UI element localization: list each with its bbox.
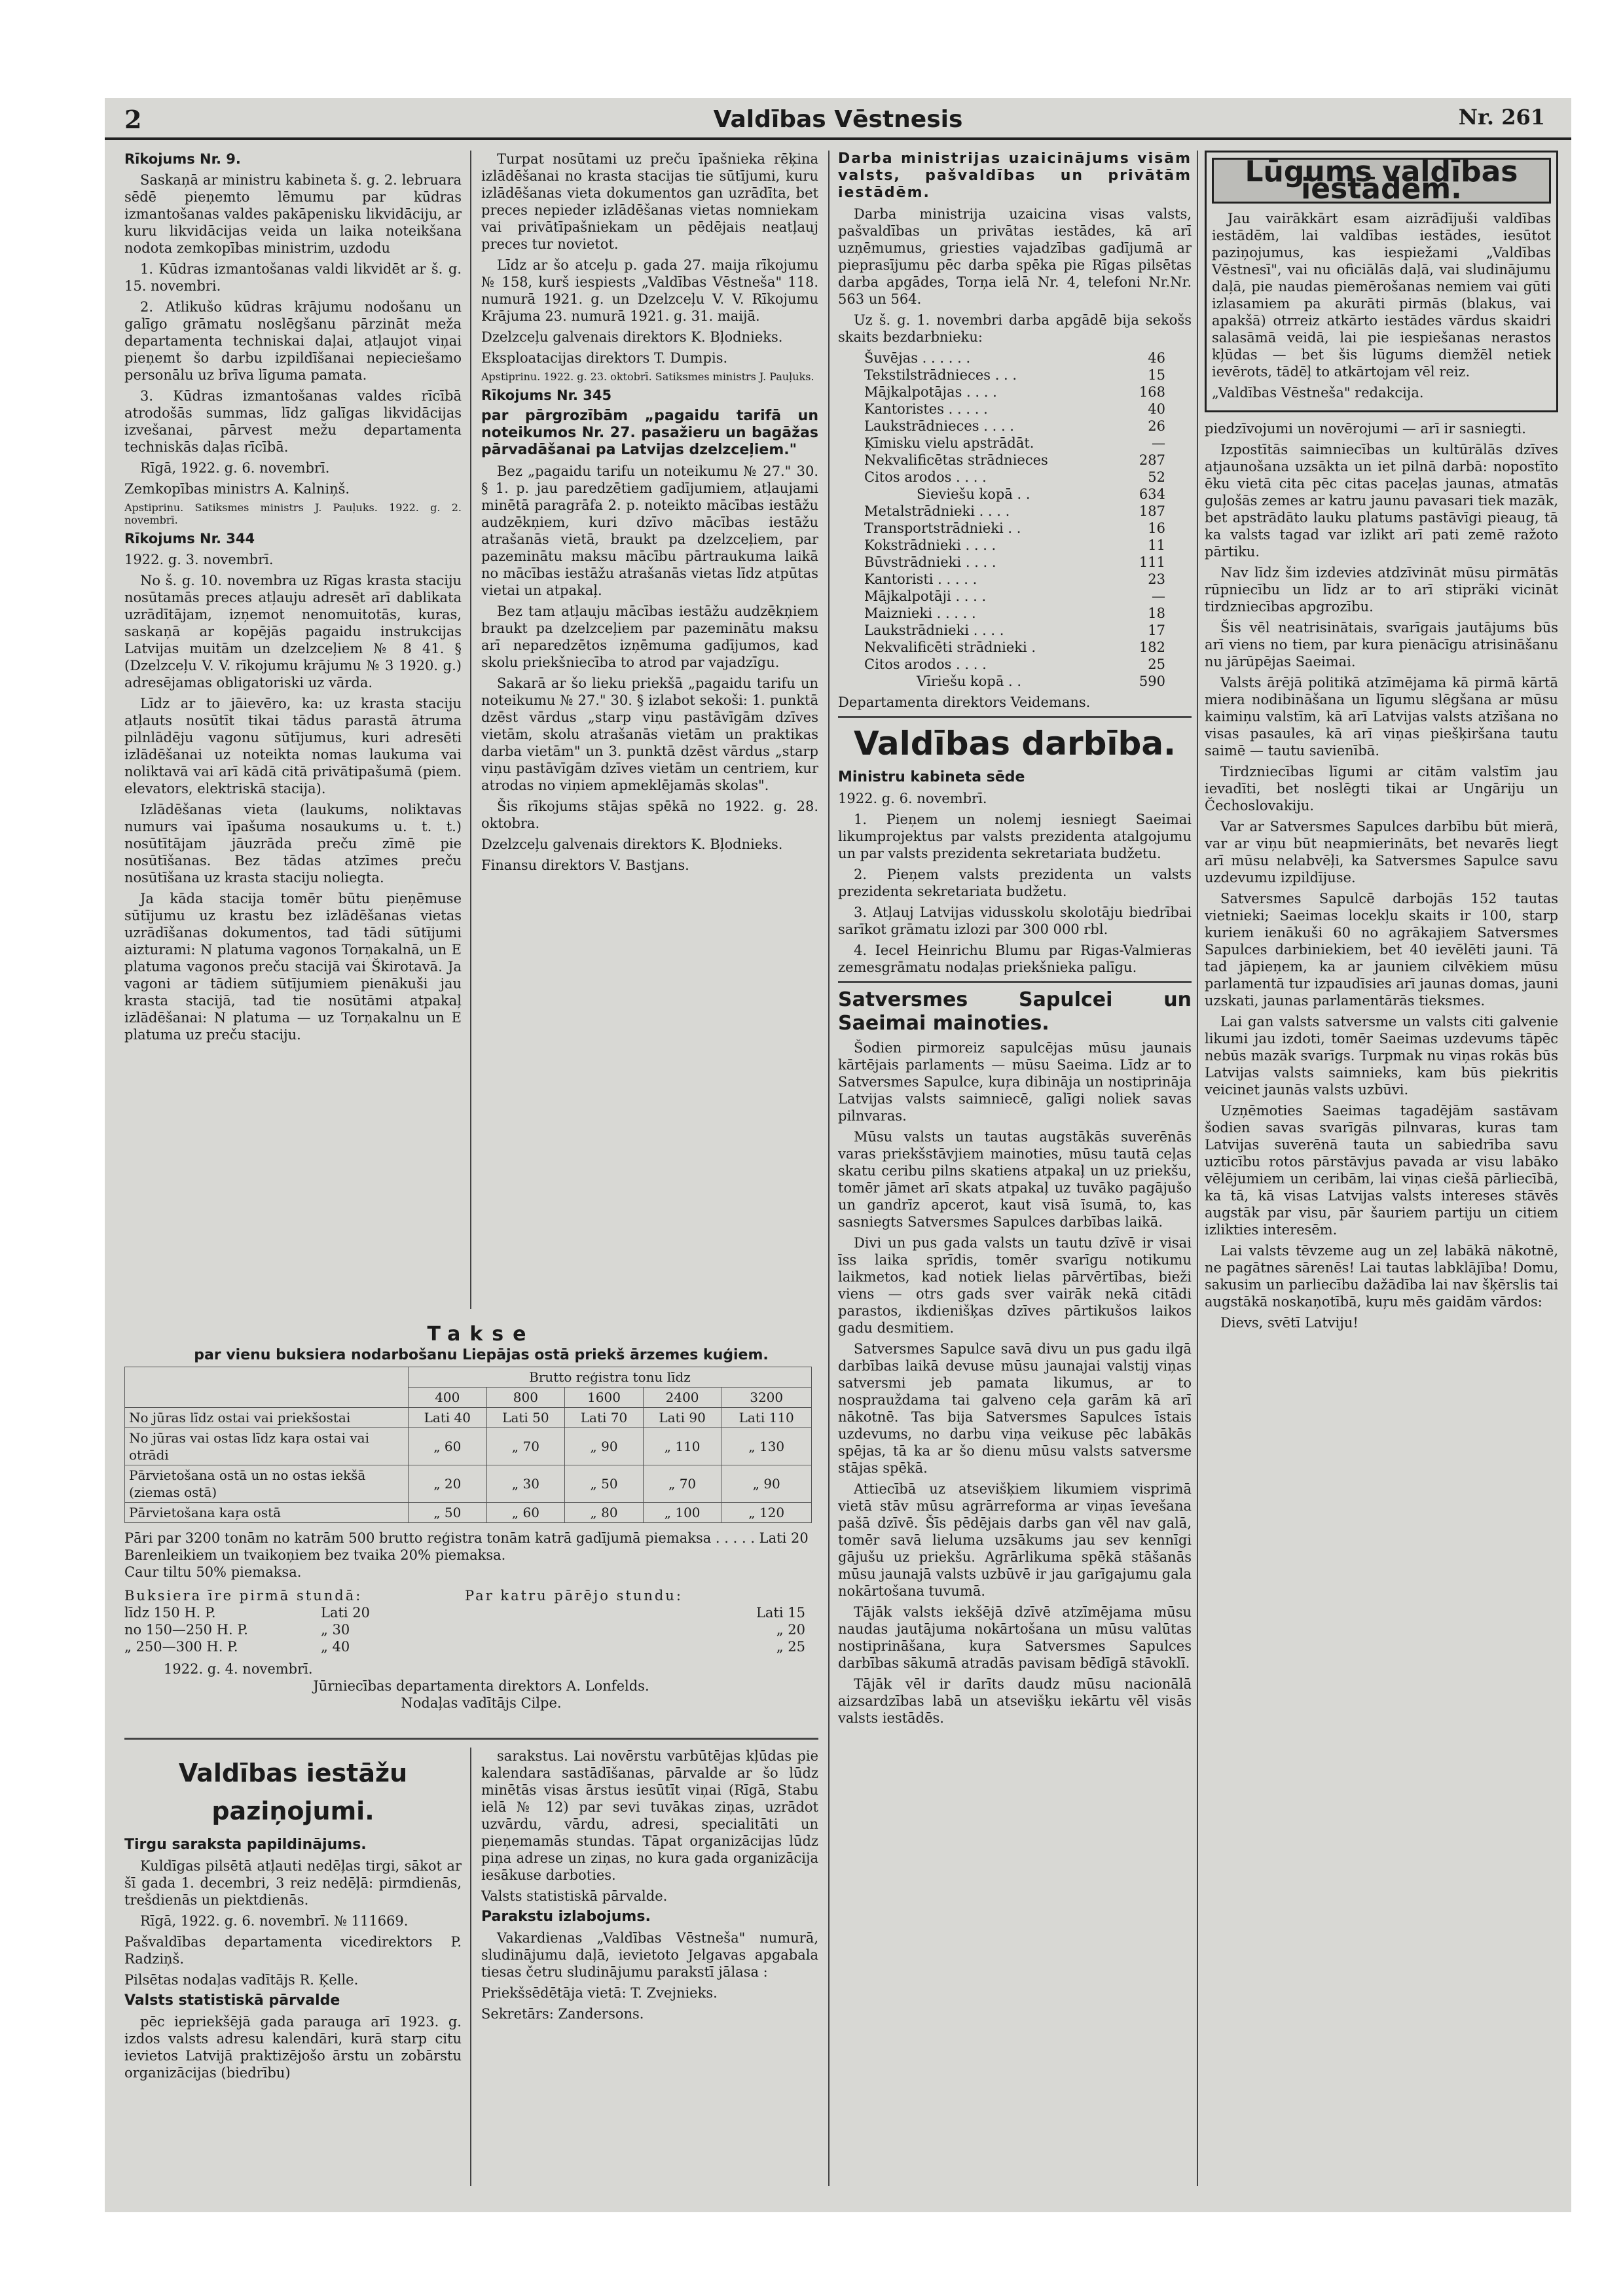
article-title: Satversmes Sapulcei un Saeimai mainoties. <box>838 988 1192 1035</box>
tariff-cell: „ 30 <box>486 1465 565 1503</box>
order-344-para-6: Līdz ar šo atceļu p. gada 27. maija rīkojumu № 158, kurš iespiests „Valdības Vēstneša" 118. numurā 1921. g. un Dzelzceļu V. V. Rīkojumu Krājuma 23. numurā 1921. g. 31. maijā. <box>481 257 818 324</box>
article-para: Divi un pus gada valsts un tautu dzīvē ir visai īss laika sprīdis, tomēr svarīgu notikumu laikmetos, kad notiek lielas pārvērtības, bieži viens — otrs gads sver vairāk nekā citādi parastos, ikdienišķas dzīves pārtikušos laikos gadu desmitiem. <box>838 1235 1192 1336</box>
list-total: Vīriešu kopā . . 590 <box>917 673 1165 689</box>
article-para: Satversmes Sapulcē darbojās 152 tautas vietnieki; Saeimas locekļu skaits ir 100, starp kuriem ienākuši 60 no agrākajiem Satversmes Sapulces darbiniekiem, bet 40 ievēlēti jauni. Tā tad jāpieņem, ka ar jauniem cilvēkiem mūsu parlamentā tur izpaudīsies arī jaunas domas, jauni uzskati, jaunas parlamentārās tieksmes. <box>1205 891 1558 1009</box>
market-list-date: Rīgā, 1922. g. 6. novembrī. № 111669. <box>140 1913 409 1929</box>
article-para: Attiecībā uz atsevišķiem likumiem visprimā vietā stāv mūsu agrārreforma ar viņas īevešana pašā dzīvē. Šīs pēdējais darbs gan vēl nav galā, tomēr savā lieluma uzsākums jau sev kennīgi gājušu uz priekšu. Agrārlikuma spēkā stāšanās mūsu jaunajā valsts uzbūvē ir jau garīgajumu gala nokārtošana tuvumā. <box>838 1481 1192 1599</box>
labour-notice-para-2: Uz š. g. 1. novembri darba apgādē bija sekošs skaits bezdarbnieku: <box>838 312 1192 345</box>
labour-notice-signature: Departamenta direktors Veidemans. <box>838 694 1091 710</box>
order-344-para-5: Turpat nosūtami uz preču īpašnieka rēķina izlādēšanai no krasta stacijas tie sūtījumi, kuru izlādēšanas vieta dokumentos gan uzrādīta, bet preces nepieder izlādēšanas vietas nomniekam vai privātīpašniekam un pēdējais neatļauj preces tur novietot. <box>481 151 818 252</box>
tariff-note-2: Barenleikiem un tvaikoņiem bez tvaika 20% piemaksa. <box>124 1547 506 1563</box>
article-para: piedzīvojumi un novērojumi — arī ir sasniegti. <box>1205 421 1526 437</box>
issue-number: Nr. 261 <box>1458 105 1545 130</box>
list-item: Tekstilstrādnieces . . . 15 <box>864 367 1165 383</box>
tariff-cell: „ 60 <box>486 1503 565 1523</box>
tariff-block <box>124 1322 838 1728</box>
hire-next: „ 25 <box>776 1639 805 1655</box>
cabinet-item: 1. Pieņem un nolemj iesniegt Saeimai likumprojektus par valsts prezidenta atalgojumu un par valsts prezidenta sekretariata budžetu. <box>838 812 1192 861</box>
tariff-title: Takse <box>427 1323 536 1346</box>
article-para: Šodien pirmoreiz sapulcējas mūsu jaunais kārtējais parlaments — mūsu Saeima. Līdz ar to Satversmes Sapulce, kuŗa dibināja un nostiprināja Latvijas valsts saimniecē, galīgi noliek savas pilnvaras. <box>838 1040 1192 1124</box>
masthead <box>105 98 1571 140</box>
tariff-cell: Lati 110 <box>721 1408 812 1428</box>
market-list-para: Kuldīgas pilsētā atļauti nedēļas tirgi, sākot ar šī gada 1. decembri, 3 reiz nedēļā: pirmdienās, trešdienās un piektdienās. <box>124 1858 462 1908</box>
tariff-col-header: 400 <box>409 1388 487 1408</box>
hire-next-header: Par katru pārējo stundu: <box>465 1588 683 1604</box>
order-345-para-1: Bez „pagaidu tarifu un noteikumu № 27." 30. § 1. p. jau paredzētiem gadījumiem, atļaujami minētā paragrāfa 2. p. noteikto mācības iestāžu audzēkņiem, kuri dzīvo mācības iestāžu atrašanās vietā, braukt pa dzelzceļiem, par pazeminātu maksu mācību pārtraukuma laikā no mācības iestāžu atrašanās vietas līdz atpūtas vietai un atpakaļ. <box>481 463 818 598</box>
article-para: Nav līdz šim izdevies atdzīvināt mūsu pirmātās rūpniecību un līdz ar to arī stipräki vicināt tirdzniecības apgrozību. <box>1205 565 1558 615</box>
tariff-cell: „ 90 <box>721 1465 812 1503</box>
tariff-col-header: 2400 <box>643 1388 721 1408</box>
article-para: Uzņēmoties Saeimas tagadējām sastāvam šodien savas svarīgās pilnvaras, kuras tam Latvijas suverēnā tauta un sabiedrība savu uzticību rotos pārstāvjus pavada ar visu labāko vēlējumiem un ceribām, lai viņas ciešā pārliecībā, ka tā, kā visas Latvijas valsts intereses stāvēs augstāk par visu, pār šauriem partiju un citiem izlikties interesēm. <box>1205 1103 1558 1238</box>
column-divider <box>470 151 471 1309</box>
tariff-cell: „ 70 <box>486 1428 565 1465</box>
hire-headers <box>124 1587 838 1604</box>
tariff-cell: „ 60 <box>409 1428 487 1465</box>
tariff-row-label: No jūras vai ostas līdz kaŗa ostai vai otrādi <box>125 1428 409 1465</box>
tariff-cell: „ 70 <box>643 1465 721 1503</box>
article-para: Lai valsts tēvzeme aug un zeļ labākā nākotnē, ne pagātnes sārenēs! Lai tautas labklājība! Domu, sakusim un parliecību dažādība lai nav šķērslis tai augstākā noskaņotībā, kuŗu mēs gaidām vārdos: <box>1205 1243 1558 1310</box>
article-para: Satversmes Sapulce savā divu un pus gadu ilgā darbības laikā devuse mūsu jaunajai valstij viņas satversmi jeb pamata likumus, ar to nosprauždama tai galveno ceļa garām kā arī nākotnē. Tas bija Satversmes Sapulces īstais uzdevums, no darbu viņa veikuse pēc labākās spējas, tā ka ar šo dienu mūsu valsts satversme stājas spēkā. <box>838 1341 1192 1476</box>
order-9-intro: Saskaņā ar ministru kabineta š. g. 2. lebruara sēdē pieņemto lēmumu par kūdras izmantošanas valdes pakāpenisku likvidāciju, ar kuru likvidācijas veida un laika noteikšana nodota zemkopības ministrim, uzdodu <box>124 172 462 256</box>
column-3 <box>838 151 1192 2186</box>
order-344-signature-2: Eksploatacijas direktors T. Dumpis. <box>481 350 728 366</box>
list-item: Kokstrādnieki . . . . 11 <box>864 537 1165 553</box>
tariff-date: 1922. g. 4. novembrī. <box>164 1661 313 1677</box>
list-item: Laukstrādnieki . . . . 17 <box>864 622 1165 638</box>
table-row <box>125 1465 812 1503</box>
tariff-cell: „ 120 <box>721 1503 812 1523</box>
market-list-signature-1: Pašvaldības departamenta vicedirektors P. Radziņš. <box>124 1934 462 1967</box>
notices-title: Valdības iestāžu paziņojumi. <box>178 1759 408 1825</box>
statistics-para: pēc iepriekšējā gada parauga arī 1923. g. izdos valsts adresu kalendāri, kurā starp citu ievietos Latvijā praktizējošo ārstu un zobārstu organizācijas (biedrību) <box>124 2014 462 2081</box>
article-para: Tirdzniecības līgumi ar citām valstīm jau ievadīti, bet noslēgti tikai ar Ungāriju un Čechoslovakiju. <box>1205 764 1558 814</box>
order-9-item-3: 3. Kūdras izmantošanas valdes rīcībā atrodošās summas, līdz galīgas likvidācijas izvešanai, pārvest mežu departamenta techniskās daļas rīcībā. <box>124 388 462 455</box>
list-item: Nekvalificēti strādnieki . 182 <box>864 639 1165 655</box>
request-box-para: Jau vairākkārt esam aizrādījuši valdības iestādēm, lai valdības iestādes, iesūtot paziņojumus, kas iespiežami „Valdības Vēstnesī", vai nu oficiālās daļā, vai sludinājumu daļā, pie naudas piemērošanas nemiem vai gūti izlasamiem pa akurāti pirmās (blakus, vai apakšā) otrreiz atkārto iestādes vārdus skaidri salasāmā veidā, lai pie iespiešanas nerastos kļūdas — bet šis lūgums diemžēl netiek ievērots, tādēļ to atkārtojam vēl reiz. <box>1212 211 1551 380</box>
order-344-para-3: Izlādēšanas vieta (laukums, noliktavas numurs vai īpašuma nosaukums u. t. t.) nosūtītājam jāuzrāda preču zīmē pie nosūtīšanas. Bez tādas atzīmes preču nosūtīšana uz krasta staciju noliegta. <box>124 802 462 886</box>
article-para: Tājāk valsts iekšējā dzīvē atzīmējama mūsu naudas jautājuma nokārtošana un mūsu valūtas nostiprināšana, kuŗa Satversmes Sapulces darbības sākumā atradās pavisam bēdīgā stāvoklī. <box>838 1604 1192 1671</box>
order-344-para-2: Līdz ar to jāievēro, ka: uz krasta staciju atļauts nosūtīt tikai tādus parastā ātruma pilnlādēju vagonu sūtījumus, kuri adresēti izlādēšanai uz noteikta nomas laukuma vai noliktavā vai arī kādā citā privātipašumā (piem. elevators, elektriskā stacija). <box>124 696 462 797</box>
tariff-cell: Lati 40 <box>409 1408 487 1428</box>
table-row <box>125 1408 812 1428</box>
hire-first: „ 40 <box>321 1639 350 1655</box>
article-para: Tājāk vēl ir darīts daudz mūsu nacionālā aizsardzības labā un atsevišķu iekārtu vēl visās valsts iestādēs. <box>838 1676 1192 1726</box>
column-divider <box>470 1748 471 2186</box>
section-divider <box>838 716 1192 718</box>
order-345-title: Rīkojums Nr. 345 <box>481 387 612 403</box>
cabinet-meeting-date: 1922. g. 6. novembrī. <box>838 791 987 806</box>
newspaper-page <box>105 98 1571 2212</box>
hire-first: „ 30 <box>321 1622 350 1638</box>
tariff-note-3: Caur tiltu 50% piemaksa. <box>124 1564 302 1580</box>
request-box-signature: „Valdības Vēstneša" redakcija. <box>1212 385 1424 401</box>
article-para: Valsts ārējā politikā atzīmējama kā pirmā kārtā miera nodibināšana un līgumu slēgšana ar mūsu kaimiņu valstīm, kā arī Latvijas valsts atzīšana no visas pasaules, kā arī viņas piešķiršana tautu saimē — tautu savienībā. <box>1205 675 1558 759</box>
article-para: Izpostītās saimniecības un kultūrālās dzīves atjaunošana uzsākta un iet pilnā darbā: nopostīto ēku vietā cita pēc citas paceļas jaunas, atmatās guļošās zemes ar katru jaunu pavasari tiek mazāk, bet apstrādāto lauku platums pastāvīgi pieaug, tā ka valsts tagad var izlikt arī pati zemē ražoto pārtiku. <box>1205 442 1558 560</box>
order-345-signature-1: Dzelzceļu galvenais direktors K. Bļodnieks. <box>481 836 783 852</box>
tariff-cell: „ 110 <box>643 1428 721 1465</box>
tariff-row-label: No jūras līdz ostai vai priekšostai <box>125 1408 409 1428</box>
column-4 <box>1205 151 1558 2186</box>
tariff-header-brutto: Brutto reģistra tonu līdz <box>409 1367 812 1388</box>
article-para: Mūsu valsts un tautas augstākās suverēnās varas priekšstāvjiem mainoties, mūsu tautā ceļas skatu ceribu pilns skatiens atpakaļ un uz priekšu, tomēr jāmet arī skats atpakaļ uz tuvāko pagājušo un gandrīz apcerot, kaut visā īsumā, to, kas sasniegts Satversmes Sapulces darbības laikā. <box>838 1129 1192 1230</box>
list-item: Citos arodos . . . . 52 <box>864 469 1165 485</box>
hire-next: „ 20 <box>776 1622 805 1638</box>
market-list-signature-2: Pilsētas nodaļas vadītājs R. Ķelle. <box>124 1972 359 1988</box>
newspaper-title: Valdības Vēstnesis <box>713 106 963 133</box>
tariff-col-header: 1600 <box>565 1388 644 1408</box>
order-344-para-1: No š. g. 10. novembra uz Rīgas krasta staciju nosūtamās preces atļauju adresēt arī dablikata uzrādītājam, izņemot nenomuitotās, kuras, saskaņā ar kopējās pagaidu instrukcijas Latvijas muitām un dzelzceļiem № 8 41. § (Dzelzceļu V. V. rīkojumu krājumu № 3 1920. g.) adresējamas obligatoriski uz vārda. <box>124 573 462 691</box>
tariff-table <box>124 1367 812 1523</box>
cabinet-meeting-title: Ministru kabineta sēde <box>838 769 1025 785</box>
tariff-cell: „ 90 <box>565 1428 644 1465</box>
signature-correction-title: Parakstu izlabojums. <box>481 1909 651 1925</box>
order-344-para-4: Ja kāda stacija tomēr būtu pieņēmuse sūtījumu uz krastu bez izlādēšanas vietas uzrādīšanas dokumentos, tad tādi sūtījumi aizturami: N platuma vagonos Torņakalnā, un E platuma vagonos preču stacijā vai Škirotavā. Ja vagoni ar tādiem sūtījumiem pienākuši jau krasta stacijā, tad tie nosūtāmi atpakaļ izlādēšanai: N platuma — uz Torņakalnu un E platuma uz preču staciju. <box>124 891 462 1043</box>
tariff-cell: „ 130 <box>721 1428 812 1465</box>
table-row <box>125 1503 812 1523</box>
tariff-note-1: Pāri par 3200 tonām no katrām 500 brutto reģistra tonām katrā gadījumā piemaksa . . . . . Lati 20 <box>124 1530 809 1546</box>
hire-label: „ 250—300 H. P. <box>124 1639 238 1655</box>
tariff-cell: „ 80 <box>565 1503 644 1523</box>
order-345-signature-2: Finansu direktors V. Bastjans. <box>481 857 689 873</box>
order-345-para-4: Šis rīkojums stājas spēkā no 1922. g. 28. oktobra. <box>481 798 818 831</box>
hire-first: Lati 20 <box>321 1605 371 1621</box>
column-divider <box>828 151 830 2186</box>
list-item: Citos arodos . . . . 25 <box>864 656 1165 672</box>
tariff-signature-2: Nodaļas vadītājs Cilpe. <box>401 1695 562 1711</box>
article-para: Var ar Satversmes Sapulces darbību būt mierā, var ar viņu būt neapmierināts, bet nevarēs liegt arī mūsu nelabvēļi, ka Satversmes Sapulce savu uzdevumu izpildījuse. <box>1205 819 1558 886</box>
cabinet-item: 3. Atļauj Latvijas vidusskolu skolotāju biedrībai sarīkot grāmatu izlozi par 300 000 rbl. <box>838 905 1192 937</box>
table-row <box>124 1604 838 1621</box>
order-9-date: Rīgā, 1922. g. 6. novembrī. <box>140 460 330 476</box>
article-para: Lai gan valsts satversme un valsts citi galvenie likumi jau izdoti, tomēr Saeimas uzdevums tāpēc nebūs mazāk svarīgs. Turpmak nu viņas rokās būs Latvijas valsts saimnieks, kam būs piekritis veicinet jaunās valsts uzbūvi. <box>1205 1014 1558 1098</box>
tariff-row-label: Pārvietošana kaŗa ostā <box>125 1503 409 1523</box>
list-item: Nekvalificētas strādnieces 287 <box>864 452 1165 468</box>
hire-label: līdz 150 H. P. <box>124 1605 216 1621</box>
statistics-subtitle: Valsts statistiskā pārvalde <box>124 1992 340 2009</box>
tariff-subtitle: par vienu buksiera nodarbošanu Liepājas ostā priekš ārzemes kuģiem. <box>194 1347 769 1363</box>
list-item: Būvstrādnieki . . . . 111 <box>864 554 1165 570</box>
tariff-cell: Lati 90 <box>643 1408 721 1428</box>
column-2 <box>481 151 818 1309</box>
article-closing: Dievs, svētī Latviju! <box>1220 1315 1359 1331</box>
hire-label: no 150—250 H. P. <box>124 1622 248 1638</box>
tariff-col-header: 3200 <box>721 1388 812 1408</box>
tariff-cell: „ 100 <box>643 1503 721 1523</box>
list-item: Kantoristes . . . . . 40 <box>864 401 1165 417</box>
market-list-subtitle: Tirgu saraksta papildinājums. <box>124 1837 367 1853</box>
order-344-date: 1922. g. 3. novembrī. <box>124 552 274 567</box>
page-number: 2 <box>124 105 142 134</box>
list-item: Mājkalpotāji . . . . — <box>864 588 1165 604</box>
article-para: Šis vēl neatrisinātais, svarīgais jautājums būs arī viens no tiem, par kura pienācīgu atrisināšanu nu jārūpējas Saeimai. <box>1205 620 1558 670</box>
unemployed-women-list <box>838 350 1192 690</box>
list-item: Ķīmisku vielu apstrādāt. — <box>864 435 1165 451</box>
list-item: Transportstrādnieki . . 16 <box>864 520 1165 536</box>
order-9-signature: Zemkopības ministrs A. Kalniņš. <box>124 481 350 497</box>
labour-notice-para: Darba ministrija uzaicina visas valsts, pašvaldības un privātas iestādes, kā arī uzņēmumus, griesties vajadzības gadījumā ar pieprasījumu pēc darba spēka pie Rīgas pilsētas darba apgādes, Torņa ielā Nr. 4, telefoni Nr.Nr. 563 un 564. <box>838 206 1192 307</box>
column-6 <box>481 1748 818 2186</box>
tariff-header-blank <box>125 1367 409 1408</box>
section-title-government-activity: Valdības darbība. <box>853 725 1176 762</box>
section-divider <box>124 1738 818 1740</box>
tariff-cell: „ 50 <box>409 1503 487 1523</box>
tariff-cell: Lati 70 <box>565 1408 644 1428</box>
table-row <box>124 1638 838 1655</box>
tariff-cell: „ 50 <box>565 1465 644 1503</box>
tariff-cell: „ 20 <box>409 1465 487 1503</box>
order-344-signature-1: Dzelzceļu galvenais direktors K. Bļodnieks. <box>481 329 783 345</box>
statistics-signature: Valsts statistiskā pārvalde. <box>481 1888 668 1904</box>
order-9-title: Rīkojums Nr. 9. <box>124 151 241 167</box>
request-box-title: Lūgums valdības iestādēm. <box>1212 158 1551 204</box>
section-divider <box>838 981 1192 983</box>
order-345-subtitle: par pārgrozībām „pagaidu tarifā un noteikumos Nr. 27. pasažieru un bagāžas pārvadāšanai pa Latvijas dzelzceļiem." <box>481 408 818 458</box>
tariff-signature-1: Jūrniecības departamenta direktors A. Lonfelds. <box>313 1678 649 1694</box>
table-row <box>125 1428 812 1465</box>
labour-notice-title: Darba ministrijas uzaicinājums visām valsts, pašvaldības un privātām iestādēm. <box>838 151 1192 201</box>
list-item: Kantoristi . . . . . 23 <box>864 571 1165 587</box>
signature-correction-sign-1: Priekšsēdētāja vietā: T. Zvejnieks. <box>481 1985 718 2001</box>
tariff-row-label: Pārvietošana ostā un no ostas iekšā (ziemas ostā) <box>125 1465 409 1503</box>
column-divider <box>1197 151 1198 2186</box>
cabinet-item: 2. Pieņem valsts prezidenta un valsts prezidenta sekretariata budžetu. <box>838 867 1192 899</box>
tariff-col-header: 800 <box>486 1388 565 1408</box>
order-344-title: Rīkojums Nr. 344 <box>124 531 255 547</box>
signature-correction-para: Vakardienas „Valdības Vēstneša" numurā, sludinājumu daļā, ievietoto Jelgavas apgabala tiesas četru sludinājumu parakstī jālasa : <box>481 1930 818 1980</box>
list-item: Šuvējas . . . . . . 46 <box>864 350 1165 366</box>
list-item: Metalstrādnieki . . . . 187 <box>864 503 1165 519</box>
cabinet-item: 4. Iecel Heinrichu Blumu par Rigas-Valmieras zemesgrāmatu nodaļas priekšnieka palīgu. <box>838 942 1192 975</box>
approval-block-2: Apstiprinu. 1922. g. 23. oktobrī. Satiksmes ministrs J. Pauļuks. <box>481 370 814 383</box>
signature-correction-sign-2: Sekretārs: Zandersons. <box>481 2006 644 2022</box>
hire-first-header: Buksiera īre pirmā stundā: <box>124 1588 363 1604</box>
column-5 <box>124 1748 462 2186</box>
list-item: Mājkalpotājas . . . . 168 <box>864 384 1165 400</box>
tariff-cell: Lati 50 <box>486 1408 565 1428</box>
list-item: Laukstrādnieces . . . . 26 <box>864 418 1165 434</box>
column-1 <box>124 151 462 1309</box>
order-345-para-2: Bez tam atļauju mācības iestāžu audzēkņiem braukt pa dzelzceļiem par pazeminātu maksu arī neparedzētos izņēmuma gadījumos, kad skolu priekšniecība to atrod par vajadzīgu. <box>481 603 818 670</box>
statistics-para-cont: sarakstus. Lai novērstu varbūtējas kļūdas pie kalendara sastādīšanas, pārvalde ar šo lūdz minētās visas ārstus iesūtīt viņai (Rīgā, Stabu ielā № 12) par sevi tuvākas ziņas, uzrādot uzvārdu, vārdu, adresi, specialitāti un pieņemamās stundas. Tāpat organizācijas lūdz piņa adrese un ziņas, no kura gada organizācija iesākuse darboties. <box>481 1748 818 1883</box>
list-item: Maiznieki . . . . . 18 <box>864 605 1165 621</box>
table-row <box>124 1621 838 1638</box>
list-total: Sieviešu kopā . . 634 <box>917 486 1165 502</box>
order-345-para-3: Sakarā ar šo lieku priekšā „pagaidu tarifu un noteikumu № 27." 30. § izlabot sekoši: 1. punktā dzēst vārdus „starp viņu pastāvīgām dzīves vietām, skolu atrašanās vietām un praktikas darba vietām" un 3. punktā dzēst vārdus „starp viņu pastāvīgām dzīves vietām un centriem, kur atrodas no viņiem apmeklējamās skolas". <box>481 675 818 793</box>
request-box <box>1205 151 1558 412</box>
order-9-item-2: 2. Atlikušo kūdras krājumu nodošanu un galīgo grāmatu noslēgšanu pārzināt meža departamenta techniskai daļai, atļaujot viņai pieņemt šo darbu izpildīšanai nepieciešamo personālu uz brīva līguma pamata. <box>124 299 462 383</box>
approval-block: Apstiprinu. Satiksmes ministrs J. Pauļuks. 1922. g. 2. novembrī. <box>124 501 462 526</box>
order-9-item-1: 1. Kūdras izmantošanas valdi likvidēt ar š. g. 15. novembri. <box>124 261 462 294</box>
hire-next: Lati 15 <box>756 1605 805 1621</box>
